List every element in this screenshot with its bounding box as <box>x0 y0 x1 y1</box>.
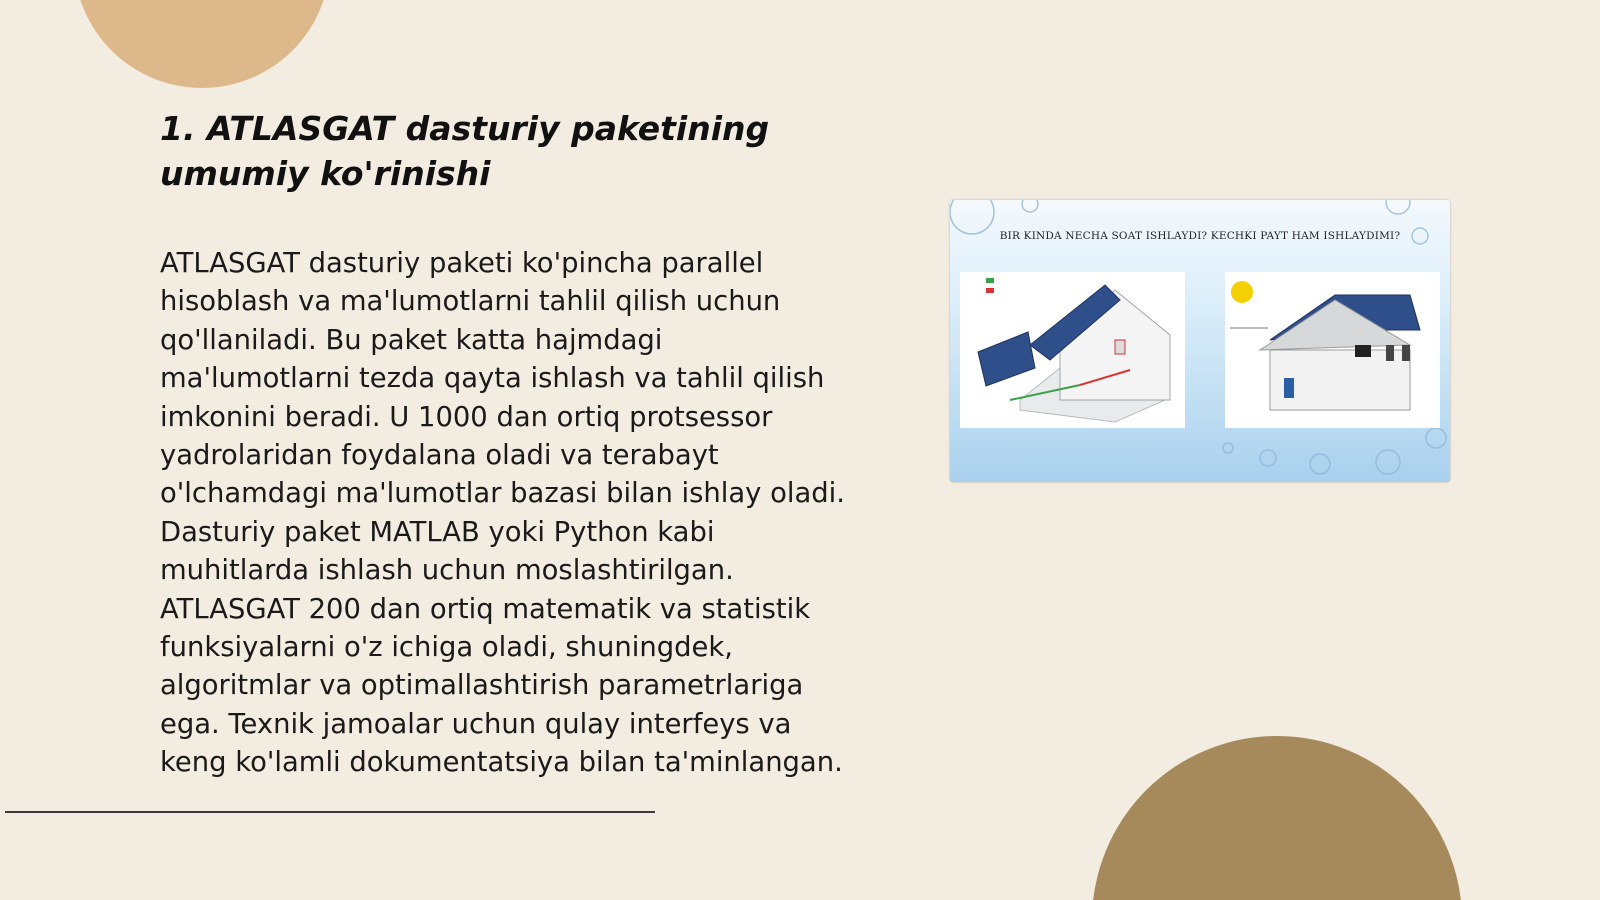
solar-house-illustration <box>950 200 1450 482</box>
slide-title: 1. ATLASGAT dasturiy paketining umumiy ko'rinishi <box>160 109 770 193</box>
decorative-circle-top <box>74 0 330 88</box>
decorative-circle-bottom <box>1092 736 1462 900</box>
image-caption: BIR KINDA NECHA SOAT ISHLAYDI? KECHKI PAYT HAM ISHLAYDIMI? <box>999 230 1401 242</box>
solar-house-image <box>950 200 1450 482</box>
slide-body-text: ATLASGAT dasturiy paketi ko'pincha parallel hisoblash va ma'lumotlarni tahlil qilish uchun qo'llaniladi. Bu paket katta hajmdagi ma'lumotlarni tezda qayta ishlash va tahlil qilish imkonini beradi. U 1000 dan ortiq protsessor yadrolaridan foydalana oladi va terabayt o'lchamdagi ma'lumotlar bazasi bilan ishlay oladi. Dasturiy paket MATLAB yoki Python kabi muhitlarda ishlash uchun moslashtirilgan. ATLASGAT 200 dan ortiq matematik va statistik funksiyalarni o'z ichiga oladi, shuningdek, algoritmlar va optimallashtirish parametrlariga ega. Texnik jamoalar uchun qulay interfeys va keng ko'lamli dokumentatsiya bilan ta'minlangan. <box>160 248 845 779</box>
divider-line <box>5 811 655 813</box>
